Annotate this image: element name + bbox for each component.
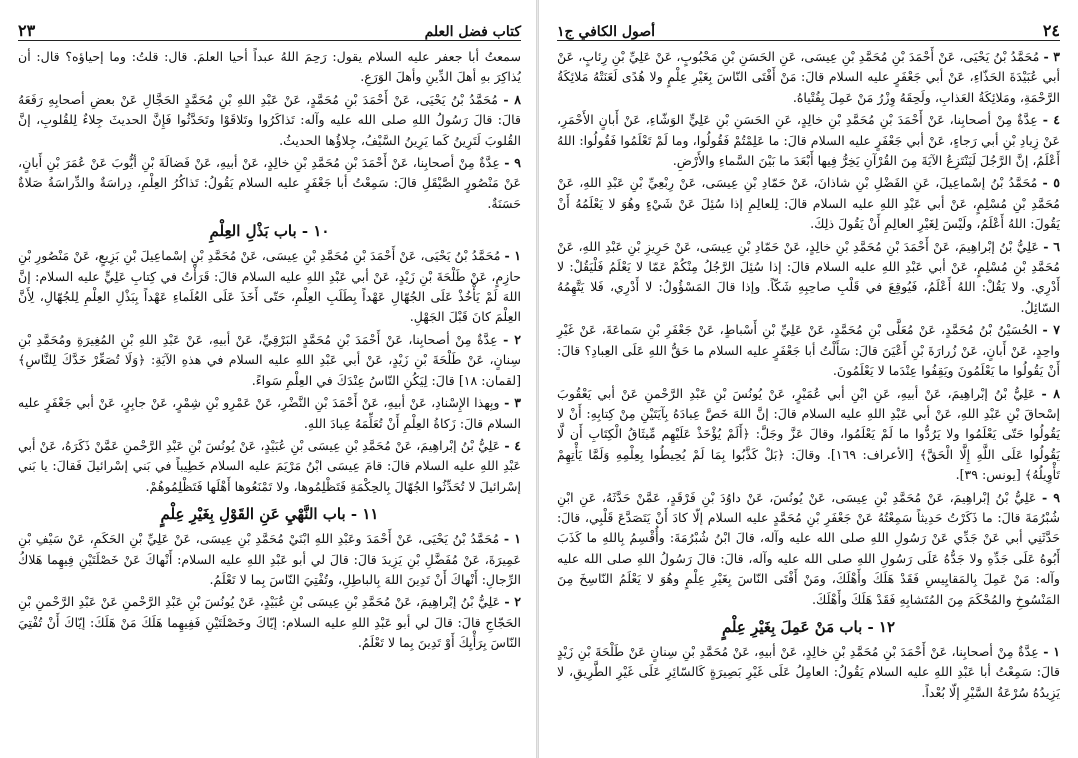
hadith-paragraph xyxy=(557,642,1060,703)
hadith-text: عَلِيُّ بْنُ إبْراهِيمَ، عَنْ مُحَمَّدِ بْنِ عِيسَى، عَنْ يُونُسَ، عَنْ داوُدَ بْنِ فَرْقَدٍ، عَمَّنْ حَدَّثَهُ، عَنِ ابْنِ شُبْرُمَةَ قالَ: ما ذَكَرْتُ حَدِيثاً سَمِعْتُهُ عَنْ جَعْفَرِ بْنِ مُحَمَّدٍ عليه السلام إلّا كادَ أَنْ يَتَصَدَّعَ قَلْبِي، قالَ: حَدَّثَنِي أبي عَنْ جَدِّي عَنْ رَسُولِ اللهِ صلى الله عليه وآله، قالَ ابْنُ شُبْرُمَةَ: وأُقْسِمُ بِاللهِ ما كَذَبَ أَبُوهُ عَلَى جَدِّهِ ولا جَدُّهُ عَلَى رَسُولِ اللهِ صلى الله عليه وآله، قالَ: قالَ رَسُولُ اللهِ صلى الله عليه وآله: مَنْ عَمِلَ بِالمَقايِيسِ فَقَدْ هَلَكَ وأَهْلَكَ، ومَنْ أَفْتَى النّاسَ بِغَيْرِ عِلْمٍ وهُوَ لا يَعْلَمُ النّاسِخَ مِنَ المَنْسُوخِ والمُحْكَمَ مِنَ المُتَشابِهِ فَقَدْ هَلَكَ وأَهْلَكَ. xyxy=(557,489,1060,607)
hadith-text: مُحَمَّدُ بْنُ يَحْيَى، عَنْ أَحْمَدَ بْنِ مُحَمَّدٍ، عَنْ عَبْدِ اللهِ بْنِ مُحَمَّدٍ الحَجَّالِ عَنْ بعضِ أصحابِهِ رَفَعَهُ قالَ: قالَ رَسُولُ اللهِ صلى الله عليه وآله: تَذاكَرُوا وتَلاقَوْا وتَحَدَّثُوا فَإِنَّ الحديثَ جِلاءٌ لِلقُلوبِ، إنَّ القُلوبَ لَتَرِينُ كَما يَرِينُ السَّيْفُ، جِلاؤُها الحديثُ. xyxy=(18,91,521,148)
hadith-number: ٤ - xyxy=(1042,112,1060,128)
hadith-paragraph xyxy=(18,90,521,151)
hadith-text: عَلِيُّ بْنُ إبْراهِيمَ، عَنْ مُحَمَّدِ بْنِ عِيسَى بْنِ عُبَيْدٍ، عَنْ يُونُسَ بْنِ عَبْدِ الرَّحْمنِ عَمَّنْ ذَكَرَهُ، عَنْ أبي عَبْدِ اللهِ عليه السلام قالَ: قامَ عِيسَى ابْنُ مَرْيَمَ عليه السلام خَطِيباً في بَني إسْرائيلَ فَقالَ: يا بَني إسْرائيلَ لا تُحَدِّثُوا الجُهّالَ بِالحِكْمَةِ فَتَظْلِمُوها، ولا تَمْنَعُوها أَهْلَها فَتَظْلِمُوهُمْ. xyxy=(18,437,521,494)
hadith-paragraph xyxy=(557,320,1060,381)
chapter-heading: ١١ - باب النَّهْيِ عَنِ القَوْلِ بِغَيْرِ عِلْمٍ xyxy=(160,505,379,524)
hadith-number: ٩ - xyxy=(504,155,521,171)
hadith-number: ٢ - xyxy=(503,331,521,347)
hadith-text: الحُسَيْنُ بْنُ مُحَمَّدٍ، عَنْ مُعَلَّى بْنِ مُحَمَّدٍ، عَنْ عَلِيِّ بْنِ أَسْباطٍ، عَنْ جَعْفَرِ بْنِ سَماعَةَ، عَنْ غَيْرِ واحِدٍ، عَنْ أَبانٍ، عَنْ زُرارَةَ بْنِ أَعْيَنَ قالَ: سَأَلْتُ أبا جَعْفَرٍ عليه السلام ما حَقُّ اللهِ عَلَى العِبادِ؟ قالَ: أَنْ يَقُولُوا ما يَعْلَمُونَ ويَقِفُوا عِنْدَما لا يَعْلَمُونَ. xyxy=(557,322,1060,379)
hadith-text: وبِهذا الإِسْنادِ، عَنْ أبيهِ، عَنْ أَحْمَدَ بْنِ النَّضْرِ، عَنْ عَمْرِو بْنِ شِمْرٍ، عَنْ جابِرٍ، عَنْ أبي جَعْفَرٍ عليه السلام قالَ: زَكاةُ العِلْمِ أَنْ تُعَلِّمَهُ عِبادَ اللهِ. xyxy=(18,395,521,431)
hadith-paragraph xyxy=(18,529,521,590)
hadith-paragraph xyxy=(557,173,1060,234)
hadith-number: ٨ - xyxy=(1041,385,1060,401)
hadith-paragraph xyxy=(557,384,1060,486)
chapter-heading: ١٢ - باب مَنْ عَمِلَ بِغَيْرِ عِلْمٍ xyxy=(721,617,896,636)
hadith-paragraph xyxy=(18,436,521,497)
running-title: أصول الكافي ج١ xyxy=(557,24,656,40)
hadith-paragraph xyxy=(18,592,521,653)
page-body xyxy=(18,47,521,654)
hadith-number: ٢ - xyxy=(504,594,521,610)
hadith-text: عِدَّةٌ مِنْ أصحابِنا، عَنْ أَحْمَدَ بْنِ مُحَمَّدٍ البَرْقِيِّ، عَنْ أبيهِ، عَنْ عَبْدِ اللهِ بْنِ المُغِيرَةِ ومُحَمَّدِ بْنِ سِنانٍ، عَنْ طَلْحَةَ بْنِ زَيْدٍ، عَنْ أبي عَبْدِ اللهِ عليه السلام في هذهِ الآيَةِ: ﴿وَلَا تُصَعِّرْ خَدَّكَ لِلنَّاسِ﴾ [لقمان: ١٨] قالَ: لِيَكُنِ النّاسُ عِنْدَكَ في العِلْمِ سَواءً. xyxy=(18,331,521,388)
hadith-paragraph xyxy=(18,393,521,434)
hadith-paragraph xyxy=(557,237,1060,319)
page-number: ٢٣ xyxy=(18,21,36,40)
hadith-text: مُحَمَّدُ بْنُ يَحْيَى، عَنْ أَحْمَدَ بْنِ مُحَمَّدِ بْنِ عِيسَى، عَنْ مُحَمَّدِ بْنِ إسْماعِيلَ بْنِ بَزِيعٍ، عَنْ مَنْصُورِ بْنِ حازِمٍ، عَنْ طَلْحَةَ بْنِ زَيْدٍ، عَنْ أبي عَبْدِ اللهِ عليه السلام قالَ: قَرَأْتُ في كِتابِ عَلِيٍّ عليه السلام: إنَّ اللهَ لَمْ يَأْخُذْ عَلَى الجُهّالِ عَهْداً بِطَلَبِ العِلْمِ، حَتّى أَخَذَ عَلَى العُلَماءِ عَهْداً بِبَذْلِ العِلْمِ لِلجُهّالِ، لِأَنَّ العِلْمَ كانَ قَبْلَ الجَهْلِ. xyxy=(18,248,521,325)
hadith-paragraph xyxy=(18,330,521,391)
hadith-text: مُحَمَّدُ بْنُ إسْماعِيلَ، عَنِ الفَضْلِ بْنِ شاذانَ، عَنْ حَمّادِ بْنِ عِيسَى، عَنْ رِبْعِيِّ بْنِ عَبْدِ اللهِ، عَنْ مُحَمَّدِ بْنِ مُسْلِمٍ، عَنْ أبي عَبْدِ اللهِ عليه السلام قالَ: لِلعالِمِ إذا سُئِلَ عَنْ شَيْءٍ وهُوَ لا يَعْلَمُهُ أَنْ يَقُولَ: اللهُ أَعْلَمُ، ولَيْسَ لِغَيْرِ العالِمِ أَنْ يَقُولَ ذلِكَ. xyxy=(557,175,1060,232)
hadith-text: عَلِيُّ بْنُ إبْراهِيمَ، عَنْ أبيهِ، عَنِ ابْنِ أبي عُمَيْرٍ، عَنْ يُونُسَ بْنِ عَبْدِ الرَّحْمنِ عَنْ أبي يَعْقُوبَ إسْحاقَ بْنِ عَبْدِ اللهِ، عَنْ أبي عَبْدِ اللهِ عليه السلام قالَ: إنَّ اللهَ خَصَّ عِبادَهُ بِآيَتَيْنِ مِنْ كِتابِهِ: أَنْ لا يَقُولُوا حَتّى يَعْلَمُوا ولا يَرُدُّوا ما لَمْ يَعْلَمُوا، وقالَ عَزَّ وجَلَّ: ﴿أَلَمْ يُؤْخَذْ عَلَيْهِم مِّيثَاقُ الْكِتَابِ أَن لَّا يَقُولُوا عَلَى اللَّهِ إِلَّا الْحَقَّ﴾ [الأعراف: ١٦٩]. وقالَ: ﴿بَلْ كَذَّبُوا بِمَا لَمْ يُحِيطُوا بِعِلْمِهِ وَلَمَّا يَأْتِهِمْ تَأْوِيلُهُ﴾ [يونس: ٣٩]. xyxy=(557,385,1060,483)
hadith-number: ١ - xyxy=(1043,643,1060,659)
hadith-number: ٣ - xyxy=(504,395,521,411)
chapter-heading: ١٠ - باب بَذْلِ العِلْمِ xyxy=(209,222,330,241)
hadith-number: ١ - xyxy=(504,248,521,264)
hadith-text: عِدَّةٌ مِنْ أصحابِنا، عَنْ أَحْمَدَ بْنِ مُحَمَّدِ بْنِ خالِدٍ، عَنْ أبيهِ، عَنْ فَضالَةَ بْنِ أيُّوبَ عَنْ عُمَرَ بْنِ أَبانٍ، عَنْ مَنْصُورٍ الصَّيْقَلِ قالَ: سَمِعْتُ أبا جَعْفَرٍ عليه السلام يَقُولُ: تَذاكُرُ العِلْمِ، دِراسَةٌ والدِّراسَةُ صَلاةٌ حَسَنَةٌ. xyxy=(18,155,521,211)
hadith-number: ١ - xyxy=(503,531,521,547)
hadith-text: عَلِيُّ بْنُ إبْراهِيمَ، عَنْ أَحْمَدَ بْنِ مُحَمَّدِ بْنِ خالِدٍ، عَنْ حَمّادِ بْنِ عِيسَى، عَنْ حَرِيزِ بْنِ عَبْدِ اللهِ، عَنْ مُحَمَّدِ بْنِ مُسْلِمٍ، عَنْ أبي عَبْدِ اللهِ عليه السلام قالَ: إذا سُئِلَ الرَّجُلُ مِنْكُمْ عَمّا لا يَعْلَمُ فَلْيَقُلْ: لا أَدْرِي. ولا يَقُلْ: اللهُ أَعْلَمُ، فَيُوقِعَ في قَلْبِ صاحِبِهِ شَكّاً. وإذا قالَ المَسْؤُولُ: لا أَدْرِي، فَلا يَتَّهِمُهُ السّائِلُ. xyxy=(557,238,1060,315)
hadith-number: ٨ - xyxy=(503,91,521,107)
page-header xyxy=(18,6,521,41)
hadith-number: ٤ - xyxy=(504,437,521,453)
hadith-number: ٧ - xyxy=(1042,322,1060,338)
page-body xyxy=(557,47,1060,703)
right-page xyxy=(539,0,1078,758)
hadith-text: مُحَمَّدُ بْنُ يَحْيَى، عَنْ أَحْمَدَ بْنِ مُحَمَّدِ بْنِ عِيسَى، عَنِ الحَسَنِ بْنِ مَحْبُوبٍ، عَنْ عَلِيِّ بْنِ رِئابٍ، عَنْ أبي عُبَيْدَةَ الحَذّاءِ، عَنْ أبي جَعْفَرٍ عليه السلام قالَ: مَنْ أَفْتَى النّاسَ بِغَيْرِ عِلْمٍ ولا هُدًى لَعَنَتْهُ مَلائِكَةُ الرَّحْمَةِ، ومَلائِكَةُ العَذابِ، ولَحِقَهُ وِزْرُ مَنْ عَمِلَ بِفُتْياهُ. xyxy=(557,49,1060,105)
hadith-text: عِدَّةٌ مِنْ أصحابِنا، عَنْ أَحْمَدَ بْنِ مُحَمَّدِ بْنِ خالِدٍ، عَنْ أبيهِ، عَنْ مُحَمَّدِ بْنِ سِنانٍ عَنْ طَلْحَةَ بْنِ زَيْدٍ قالَ: سَمِعْتُ أبا عَبْدِ اللهِ عليه السلام يَقُولُ: العامِلُ عَلَى غَيْرِ بَصِيرَةٍ كَالسّائِرِ عَلَى غَيْرِ الطَّرِيقِ، لا يَزِيدُهُ سُرْعَةُ السَّيْرِ إلّا بُعْداً. xyxy=(557,643,1060,700)
running-title: كتاب فضل العلم xyxy=(424,24,521,40)
hadith-number: ٩ - xyxy=(1042,489,1060,505)
hadith-number: ٦ - xyxy=(1043,238,1060,254)
hadith-paragraph xyxy=(557,47,1060,108)
hadith-text: سمعتُ أبا جعفر عليه السلام يقول: رَحِمَ اللهُ عبداً أحيا العلمَ. قال: قلتُ: وما إحياؤه؟ قال: أن يُذاكِرَ بهِ أهلَ الدِّينِ وأهلَ الوَرَعِ. xyxy=(18,49,521,85)
hadith-paragraph xyxy=(18,47,521,88)
hadith-text: مُحَمَّدُ بْنُ يَحْيَى، عَنْ أَحْمَدَ وعَبْدِ اللهِ ابْنَيْ مُحَمَّدِ بْنِ عِيسَى، عَنْ عَلِيِّ بْنِ الحَكَمِ، عَنْ سَيْفِ بْنِ عَمِيرَةَ، عَنْ مُفَضَّلِ بْنِ يَزِيدَ قالَ: قالَ لي أبو عَبْدِ اللهِ عليه السلام: أَنْهاكَ عَنْ خَصْلَتَيْنِ فِيهِما هَلاكُ الرِّجالِ: أَنْهاكَ أَنْ تَدِينَ اللهَ بِالباطِلِ، وتُفْتِيَ النّاسَ بِما لا تَعْلَمُ. xyxy=(18,531,521,587)
hadith-text: عَلِيُّ بْنُ إبْراهِيمَ، عَنْ مُحَمَّدِ بْنِ عِيسَى بْنِ عُبَيْدٍ، عَنْ يُونُسَ بْنِ عَبْدِ الرَّحْمنِ عَنْ عَبْدِ الرَّحْمنِ بْنِ الحَجّاجِ قالَ: قالَ لي أبو عَبْدِ اللهِ عليه السلام: إيّاكَ وخَصْلَتَيْنِ فَفِيهِما هَلَكَ مَنْ هَلَكَ: إيّاكَ أَنْ تُفْتِيَ النّاسَ بِرَأْيِكَ أَوْ تَدِينَ بِما لا تَعْلَمُ. xyxy=(18,594,521,651)
hadith-paragraph xyxy=(18,246,521,328)
hadith-paragraph xyxy=(557,488,1060,610)
hadith-number: ٣ - xyxy=(1043,49,1060,64)
hadith-text: عِدَّةٌ مِنْ أصحابِنا، عَنْ أَحْمَدَ بْنِ مُحَمَّدِ بْنِ خالِدٍ، عَنِ الحَسَنِ بْنِ عَلِيٍّ الوَشّاءِ، عَنْ أَبانٍ الأَحْمَرِ، عَنْ زِيادِ بْنِ أبي رَجاءٍ، عَنْ أبي جَعْفَرٍ عليه السلام قالَ: ما عَلِمْتُمْ فَقُولُوا، وما لَمْ تَعْلَمُوا فَقُولُوا: اللهُ أَعْلَمُ، إنَّ الرَّجُلَ لَيَنْتَزِعُ الآيَةَ مِنَ القُرْآنِ يَخِرُّ فِيها أَبْعَدَ ما بَيْنَ السَّماءِ والأَرْضِ. xyxy=(557,112,1060,169)
page-header xyxy=(557,6,1060,41)
hadith-paragraph xyxy=(557,110,1060,171)
page-number: ٢٤ xyxy=(1042,21,1060,40)
hadith-paragraph xyxy=(18,153,521,214)
hadith-number: ٥ - xyxy=(1042,175,1060,191)
